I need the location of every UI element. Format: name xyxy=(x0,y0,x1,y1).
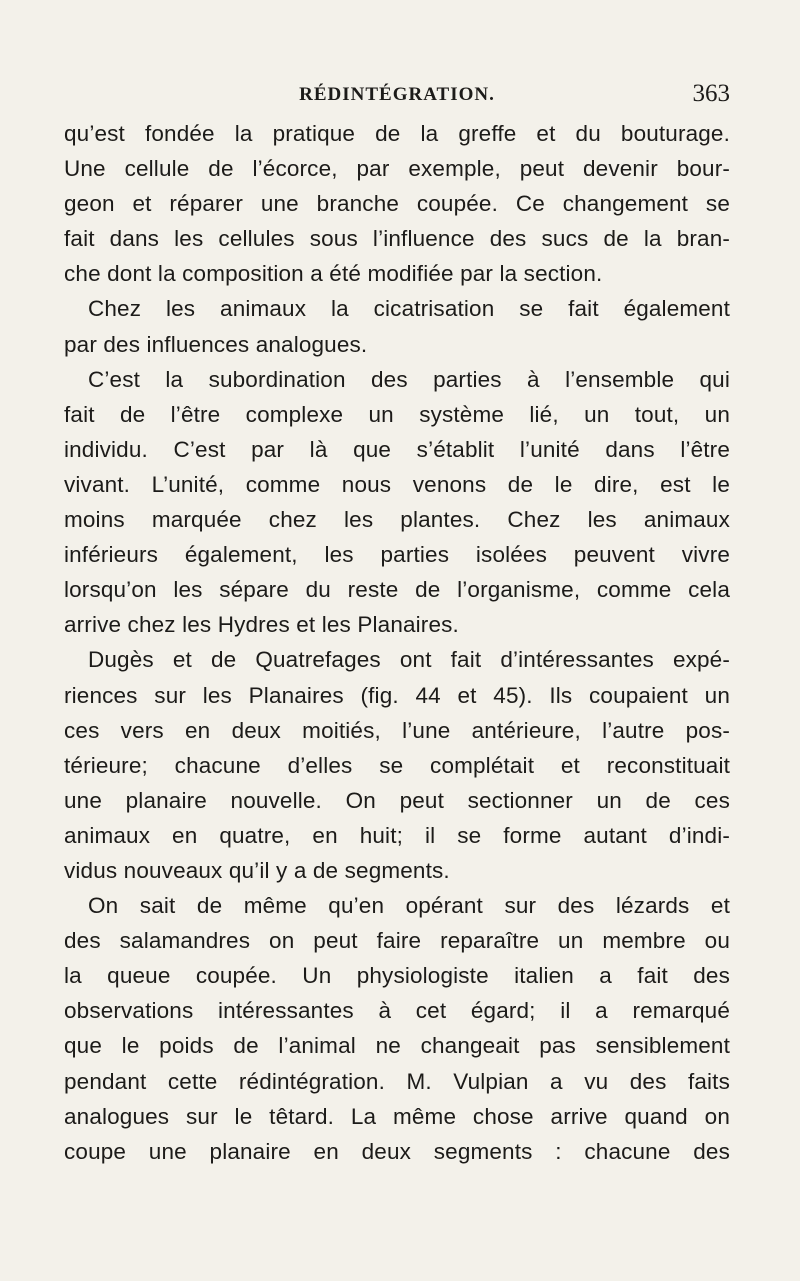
text-line: che dont la composition a été modifiée par la section. xyxy=(64,261,603,287)
text-line: par des influences analogues. xyxy=(64,331,368,357)
text-line: geon et réparer une branche coupée. Ce changement se xyxy=(64,191,730,217)
text-line: riences sur les Planaires (fig. 44 et 45). Ils coupaient un xyxy=(64,682,730,708)
text-line: arrive chez les Hydres et les Planaires. xyxy=(64,612,459,638)
text-line: Une cellule de l’écorce, par exemple, peut devenir bour- xyxy=(64,156,730,182)
text-line: une planaire nouvelle. On peut sectionner un de ces xyxy=(64,787,730,813)
text-line: Chez les animaux la cicatrisation se fait également xyxy=(88,296,730,322)
text-line: coupe une planaire en deux segments : chacune des xyxy=(64,1138,730,1164)
text-line: pendant cette rédintégration. M. Vulpian a vu des faits xyxy=(64,1068,730,1094)
text-line: moins marquée chez les plantes. Chez les animaux xyxy=(64,507,730,533)
text-line: que le poids de l’animal ne changeait pas sensiblement xyxy=(64,1033,730,1059)
body-text xyxy=(64,116,730,1169)
running-head-title: RÉDINTÉGRATION. xyxy=(299,84,495,105)
text-line: fait de l’être complexe un système lié, un tout, un xyxy=(64,401,730,427)
text-line: vidus nouveaux qu’il y a de segments. xyxy=(64,857,450,883)
page-number: 363 xyxy=(692,80,730,107)
text-line: lorsqu’on les sépare du reste de l’organisme, comme cela xyxy=(64,577,730,603)
text-line: fait dans les cellules sous l’influence des sucs de la bran- xyxy=(64,226,730,252)
text-line: analogues sur le têtard. La même chose arrive quand on xyxy=(64,1103,730,1129)
text-line: la queue coupée. Un physiologiste italien a fait des xyxy=(64,963,730,989)
text-line: qu’est fondée la pratique de la greffe et du bouturage. xyxy=(64,121,730,146)
text-line: observations intéressantes à cet égard; il a remarqué xyxy=(64,998,730,1024)
text-line: On sait de même qu’en opérant sur des lézards et xyxy=(88,893,730,919)
text-line: des salamandres on peut faire reparaître un membre ou xyxy=(64,928,730,954)
text-line: C’est la subordination des parties à l’ensemble qui xyxy=(88,366,730,392)
text-line: individu. C’est par là que s’établit l’unité dans l’être xyxy=(64,436,730,462)
text-line: animaux en quatre, en huit; il se forme autant d’indi- xyxy=(64,822,730,848)
text-line: ces vers en deux moitiés, l’une antérieure, l’autre pos- xyxy=(64,717,730,743)
text-line: Dugès et de Quatrefages ont fait d’intéressantes expé- xyxy=(88,647,730,673)
text-line: inférieurs également, les parties isolées peuvent vivre xyxy=(64,542,730,568)
running-head xyxy=(64,80,730,114)
text-line: térieure; chacune d’elles se complétait et reconstituait xyxy=(64,752,730,778)
text-line: vivant. L’unité, comme nous venons de le dire, est le xyxy=(64,471,730,497)
